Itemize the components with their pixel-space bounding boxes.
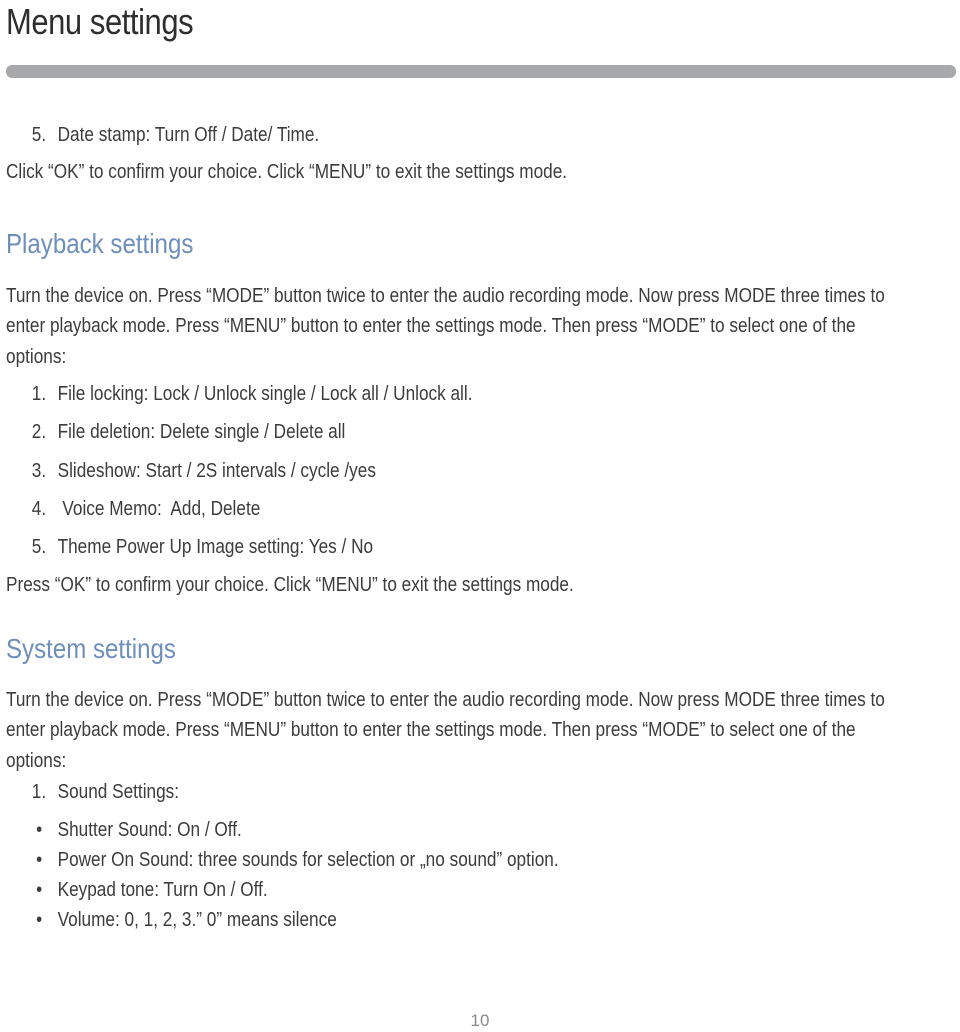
list-number: 5.: [31, 536, 47, 558]
bullet-item: [32, 846, 559, 874]
section-heading-playback: Playback settings: [6, 228, 194, 259]
bullet-icon: •: [36, 849, 43, 871]
list-number: 1.: [31, 781, 47, 803]
bullet-icon: •: [36, 879, 43, 901]
list-number: 5.: [31, 124, 47, 146]
bullet-text: Power On Sound: three sounds for selection or „no sound” option.: [57, 849, 559, 871]
list-item-text: Sound Settings:: [57, 781, 180, 803]
list-number: 1.: [31, 383, 47, 405]
list-number: 3.: [31, 460, 47, 482]
title-divider: [6, 65, 956, 78]
bullet-icon: •: [36, 909, 43, 931]
list-item-text: Date stamp: Turn Off / Date/ Time.: [57, 124, 320, 146]
list-item: [32, 457, 376, 485]
section-heading-system: System settings: [6, 633, 176, 664]
paragraph-line: enter playback mode. Press “MENU” button to enter the settings mode. Then press “MODE” to select one of the: [6, 315, 856, 337]
paragraph-line: options:: [6, 346, 67, 368]
paragraph-line: Turn the device on. Press “MODE” button twice to enter the audio recording mode. Now press MODE three times to: [6, 285, 885, 307]
list-item: [32, 778, 179, 806]
list-number: 4.: [31, 498, 47, 520]
list-item: [32, 418, 346, 446]
confirm-instruction: Press “OK” to confirm your choice. Click “MENU” to exit the settings mode.: [6, 574, 574, 596]
page-title: Menu settings: [6, 1, 194, 42]
list-item: [32, 533, 373, 561]
list-item: [32, 121, 319, 149]
bullet-text: Shutter Sound: On / Off.: [57, 819, 242, 841]
confirm-instruction: Click “OK” to confirm your choice. Click “MENU” to exit the settings mode.: [6, 161, 568, 183]
bullet-icon: •: [36, 819, 43, 841]
list-item: [32, 380, 473, 408]
paragraph-line: Turn the device on. Press “MODE” button twice to enter the audio recording mode. Now press MODE three times to: [6, 689, 885, 711]
bullet-text: Keypad tone: Turn On / Off.: [57, 879, 268, 901]
list-item-text: Slideshow: Start / 2S intervals / cycle /yes: [57, 460, 376, 482]
list-item-text: Theme Power Up Image setting: Yes / No: [57, 536, 374, 558]
paragraph-line: enter playback mode. Press “MENU” button to enter the settings mode. Then press “MODE” to select one of the: [6, 719, 856, 741]
bullet-item: [32, 906, 337, 934]
bullet-text: Volume: 0, 1, 2, 3.” 0” means silence: [57, 909, 337, 931]
list-number: 2.: [31, 421, 47, 443]
list-item-text: File locking: Lock / Unlock single / Lock all / Unlock all.: [57, 383, 473, 405]
bullet-item: [32, 816, 242, 844]
page-number: 10: [470, 1011, 490, 1030]
bullet-item: [32, 876, 268, 904]
list-item: [32, 495, 260, 523]
list-item-text: Voice Memo: Add, Delete: [57, 498, 261, 520]
paragraph-line: options:: [6, 750, 67, 772]
list-item-text: File deletion: Delete single / Delete all: [57, 421, 346, 443]
